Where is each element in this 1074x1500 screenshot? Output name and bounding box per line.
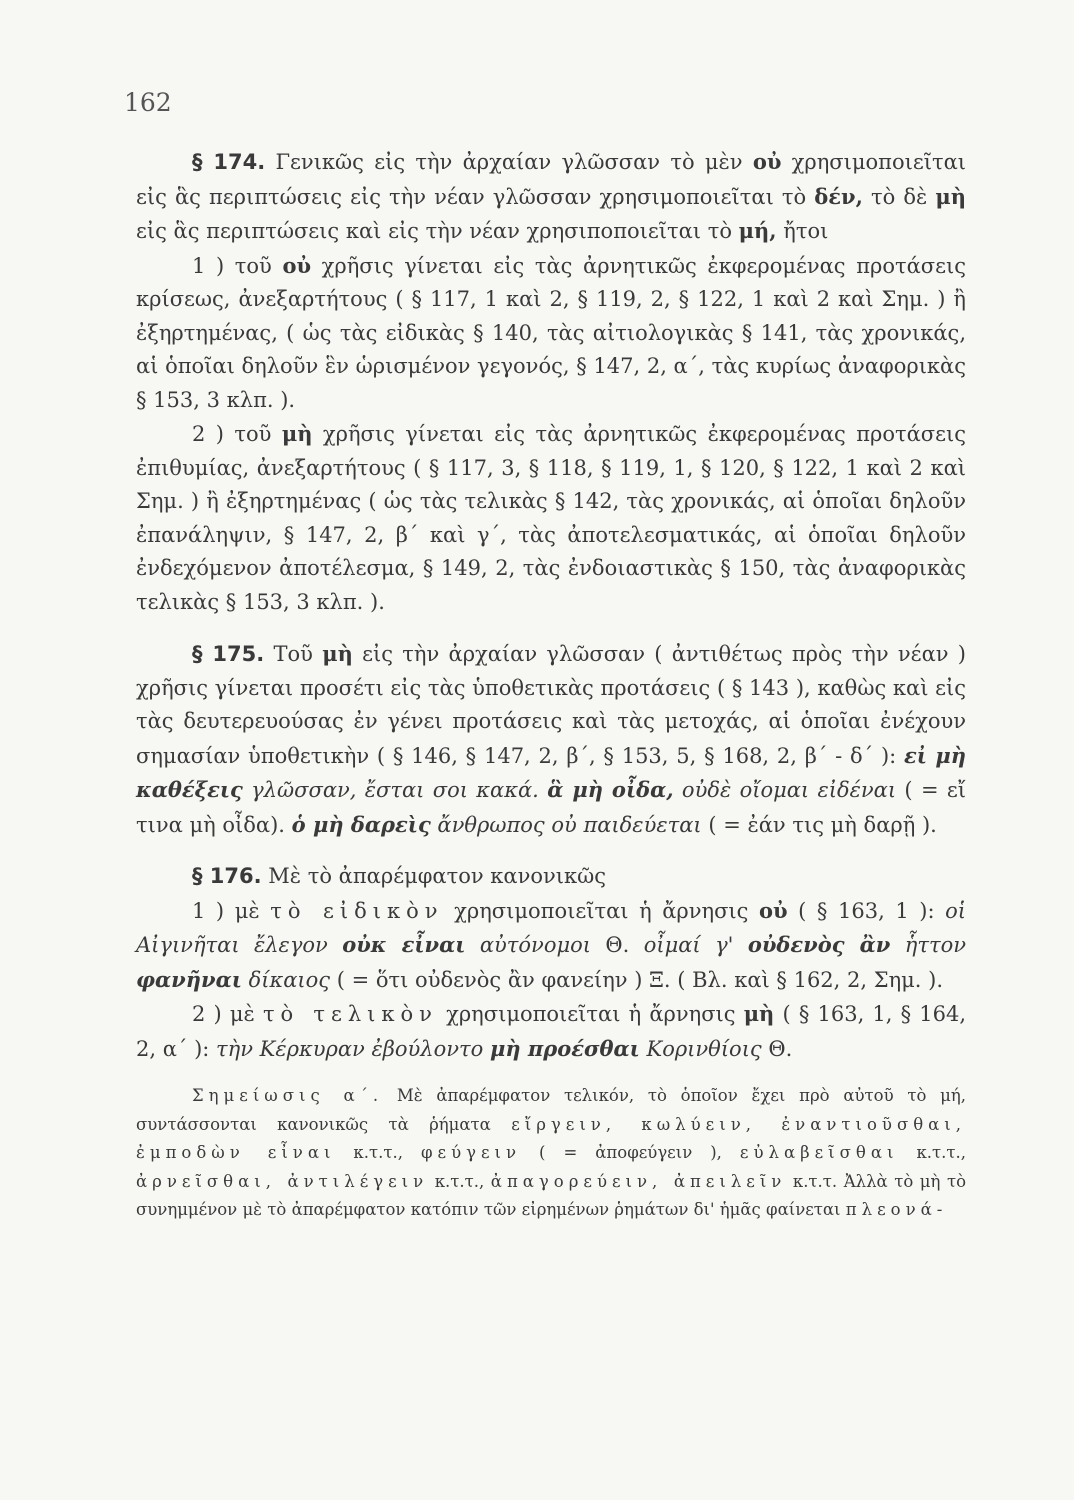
section-176-item-1: 1 ) μὲ τὸ εἰδικὸν χρησιμοποιεῖται ἡ ἄρνησις οὐ ( § 163, 1 ): οἱ Αἰγινῆται ἔλεγον οὐκ εἶναι αὐτόνομοι Θ. οἶμαί γ' οὐδενὸς ἂν ἧττον φανῆναι δίκαιος ( = ὅτι οὐδενὸς ἂν φανείην ) Ξ. ( Βλ. καὶ § 162, 2, Σημ. ). <box>136 897 967 992</box>
section-176-intro: § 176. Μὲ τὸ ἀπαρέμφατον κανονικῶς <box>192 864 607 888</box>
note-label: Σημείωσις α΄. <box>192 1086 384 1105</box>
footnote-remark: Σημείωσις α΄. Μὲ ἀπαρέμφατον τελικόν, τὸ ὁποῖον ἔχει πρὸ αὐτοῦ τὸ μή, συντάσσονται κανονικῶς τὰ ῥήματα εἴργειν, κωλύειν, ἐναντιοῦσθαι, ἐμποδὼν εἶναι κ.τ.τ., φεύγειν ( = ἀποφεύγειν ), εὐλαβεῖσθαι κ.τ.τ., ἀρνεῖσθαι, ἀντιλέγειν κ.τ.τ., ἀπαγορεύειν, ἀπειλεῖν κ.τ.τ. Ἀλλὰ τὸ μὴ τὸ συνημμένον μὲ τὸ ἀπαρέμφατον κατόπιν τῶν εἰρημένων ῥημάτων δι' ἡμᾶς φαίνεται πλεονά- <box>136 1086 967 1219</box>
page-number: 162 <box>124 88 172 117</box>
section-number: § 174. <box>192 150 266 174</box>
section-174-intro: § 174. Γενικῶς εἰς τὴν ἀρχαίαν γλῶσσαν τὸ μὲν οὐ χρησιμοποιεῖται εἰς ἃς περιπτώσεις εἰς τὴν νέαν γλῶσσαν χρησιμοποιεῖται τὸ δέν, τὸ δὲ μὴ εἰς ἃς περιπτώσεις καὶ εἰς τὴν νέαν χρησιποποιεῖται τὸ μή, ἤτοι <box>136 149 966 243</box>
section-176-item-2: 2 ) μὲ τὸ τελικὸν χρησιμοποιεῖται ἡ ἄρνησις μὴ ( § 163, 1, § 164, 2, α΄ ): τὴν Κέρκυραν ἐβούλοντο μὴ προέσθαι Κορινθίοις Θ. <box>136 1001 967 1061</box>
section-number: § 176. <box>192 864 262 888</box>
section-number: § 175. <box>192 642 265 666</box>
section-174-item-2: 2 ) τοῦ μὴ χρῆσις γίνεται εἰς τὰς ἀρνητικῶς ἐκφερομένας προτάσεις ἐπιθυμίας, ἀνεξαρτήτους ( § 117, 3, § 118, § 119, 1, § 120, § 122, 1 καὶ 2 καὶ Σημ. ) ἢ ἐξηρτημένας ( ὡς τὰς τελικὰς § 142, τὰς χρονικάς, αἱ ὁποῖαι δηλοῦν ἐπανάληψιν, § 147, 2, β΄ καὶ γ΄, τὰς ἀποτελεσματικάς, αἱ ὁποῖαι δηλοῦν ἐνδεχόμενον ἀποτέλεσμα, § 149, 2, τὰς ἐνδοιαστικὰς § 150, τὰς ἀναφορικὰς τελικὰς § 153, 3 κλπ. ). <box>136 421 966 614</box>
page-body <box>136 145 966 1225</box>
section-175: § 175. Τοῦ μὴ εἰς τὴν ἀρχαίαν γλῶσσαν ( ἀντιθέτως πρὸς τὴν νέαν ) χρῆσις γίνεται προσέτι εἰς τὰς ὑποθετικὰς προτάσεις ( § 143 ), καθὼς καὶ εἰς τὰς δευτερευούσας ἐν γένει προτάσεις καὶ τὰς μετοχάς, αἱ ὁποῖαι ἐνέχουν σημασίαν ὑποθετικὴν ( § 146, § 147, 2, β΄, § 153, 5, § 168, 2, β΄ - δ΄ ): εἰ μὴ καθέξεις γλῶσσαν, ἔσται σοι κακά. ἃ μὴ οἶδα, οὐδὲ οἴομαι εἰδέναι ( = εἴ τινα μὴ οἶδα). ὁ μὴ δαρεὶς ἄνθρωπος οὐ παιδεύεται ( = ἐάν τις μὴ δαρῇ ). <box>136 641 966 837</box>
section-174-item-1: 1 ) τοῦ οὐ χρῆσις γίνεται εἰς τὰς ἀρνητικῶς ἐκφερομένας προτάσεις κρίσεως, ἀνεξαρτήτους ( § 117, 1 καὶ 2, § 119, 2, § 122, 1 καὶ 2 καὶ Σημ. ) ἢ ἐξηρτημένας, ( ὡς τὰς εἰδικὰς § 140, τὰς αἰτιολογικὰς § 141, τὰς χρονικάς, αἱ ὁποῖαι δηλοῦν ἓν ὡρισμένον γεγονός, § 147, 2, α΄, τὰς κυρίως ἀναφορικὰς § 153, 3 κλπ. ). <box>136 252 966 412</box>
